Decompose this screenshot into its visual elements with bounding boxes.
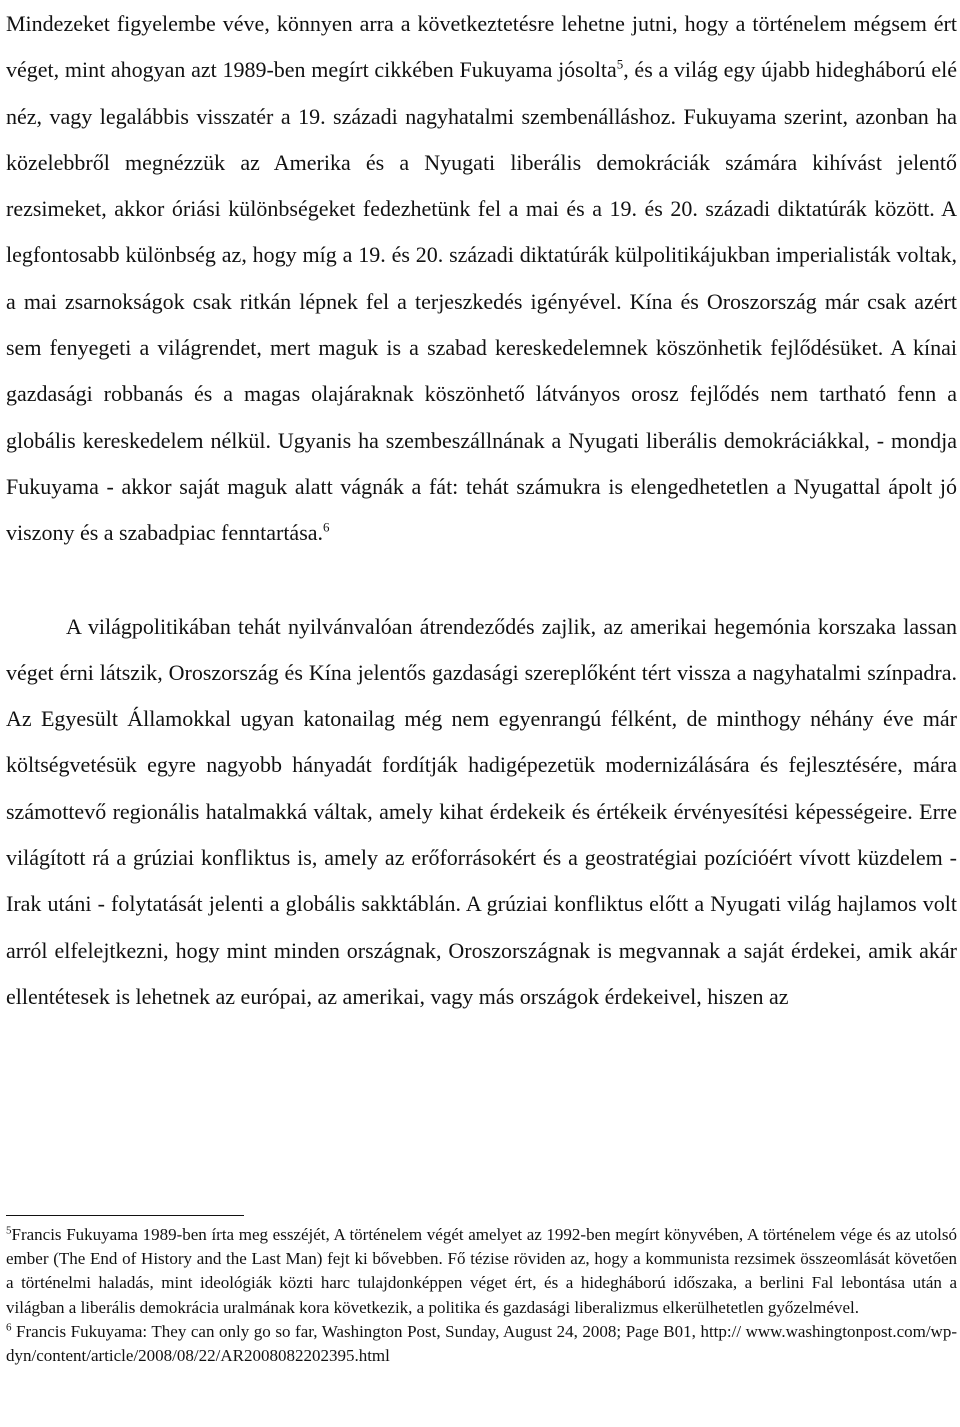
footnote-mark-5: 5 [6, 1224, 12, 1237]
footnote-reference-6[interactable]: 6 [323, 519, 330, 535]
document-page [6, 0, 957, 1020]
footnote-5 [6, 1223, 957, 1320]
paragraph-1-text-b: , és a világ egy újabb hidegháború elé néz, vagy legalábbis visszatér a 19. századi nagyhatalmi szembenálláshoz. Fukuyama szerint, azonban ha közelebbről megnézzük az Amerika és a Nyugati liberális demokráciák számára kihívást jelentő rezsimeket, akkor óriási különbségeket fedezhetünk fel a mai és a 19. és 20. századi diktatúrák között. A legfontosabb különbség az, hogy míg a 19. és 20. századi diktatúrák külpolitikájukban imperialisták voltak, a mai zsarnokságok csak ritkán lépnek fel a terjeszkedés igényével. Kína és Oroszország már csak azért sem fenyegeti a világrendet, mert maguk is a szabad kereskedelemnek köszönhetik fejlődésüket. A kínai gazdasági robbanás és a magas olajáraknak köszönhető látványos orosz fejlődés nem tartható fenn a globális kereskedelem nélkül. Ugyanis ha szembeszállnának a Nyugati liberális demokráciákkal, - mondja Fukuyama - akkor saját maguk alatt vágnák a fát: tehát számukra is elengedhetetlen a Nyugattal ápolt jó viszony és a szabadpiac fenntartása. [6, 57, 957, 546]
footnotes-section [6, 1223, 957, 1368]
paragraph-1-text-a: Mindezeket figyelembe véve, könnyen arra a következtetésre lehetne jutni, hogy a történelem mégsem ért véget, mint ahogyan azt 1989-ben megírt cikkében Fukuyama jósolta [6, 11, 957, 83]
footnote-reference-5[interactable]: 5 [616, 56, 624, 72]
footnote-6 [6, 1320, 957, 1368]
footnote-5-text: Francis Fukuyama 1989-ben írta meg esszéjét, A történelem végét amelyet az 1992-ben megírt könyvében, A történelem vége és az utolsó ember (The End of History and the Last Man) fejt ki bővebben. Fő tézise röviden az, hogy a kommunista rezsimek összeomlását követően a történelmi haladás, mint ideológiák közti harc tulajdonképpen véget ért, és a hidegháború időszaka, a berlini Fal lebontása után a világban a liberális demokrácia uralmának kora következik, a politika és gazdasági liberalizmus elkerülhetetlen győzelmével. [6, 1225, 957, 1317]
body-paragraph-1 [6, 0, 957, 557]
footnote-6-text[interactable]: Francis Fukuyama: They can only go so far, Washington Post, Sunday, August 24, 2008; Page B01, http:// www.washingtonpost.com/wp-dyn/content/article/2008/08/22/AR2008082202395.html [6, 1321, 957, 1366]
footnote-mark-6: 6 [6, 1321, 12, 1334]
body-paragraph-2: A világpolitikában tehát nyilvánvalóan átrendeződés zajlik, az amerikai hegemónia korszaka lassan véget érni látszik, Oroszország és Kína jelentős gazdasági szereplőként tért vissza a nagyhatalmi színpadra. Az Egyesült Államokkal ugyan katonailag még nem egyenrangú félként, de minthogy néhány éve már költségvetésük egyre nagyobb hányadát fordítják hadigépezetük modernizálására és fejlesztésére, mára számottevő regionális hatalmakká váltak, amely kihat érdekeik és értékeik érvényesítési képességeire. Erre világított rá a grúziai konfliktus is, amely az erőforrásokért és a geostratégiai pozícióért vívott küzdelem - Irak utáni - folytatását jelenti a globális sakktáblán. A grúziai konfliktus előtt a Nyugati világ hajlamos volt arról elfelejtkezni, hogy mint minden országnak, Oroszországnak is megvannak a saját érdekei, amik akár ellentétesek is lehetnek az európai, az amerikai, vagy más országok érdekeivel, hiszen az [6, 613, 957, 1009]
footnote-separator [6, 1215, 244, 1216]
